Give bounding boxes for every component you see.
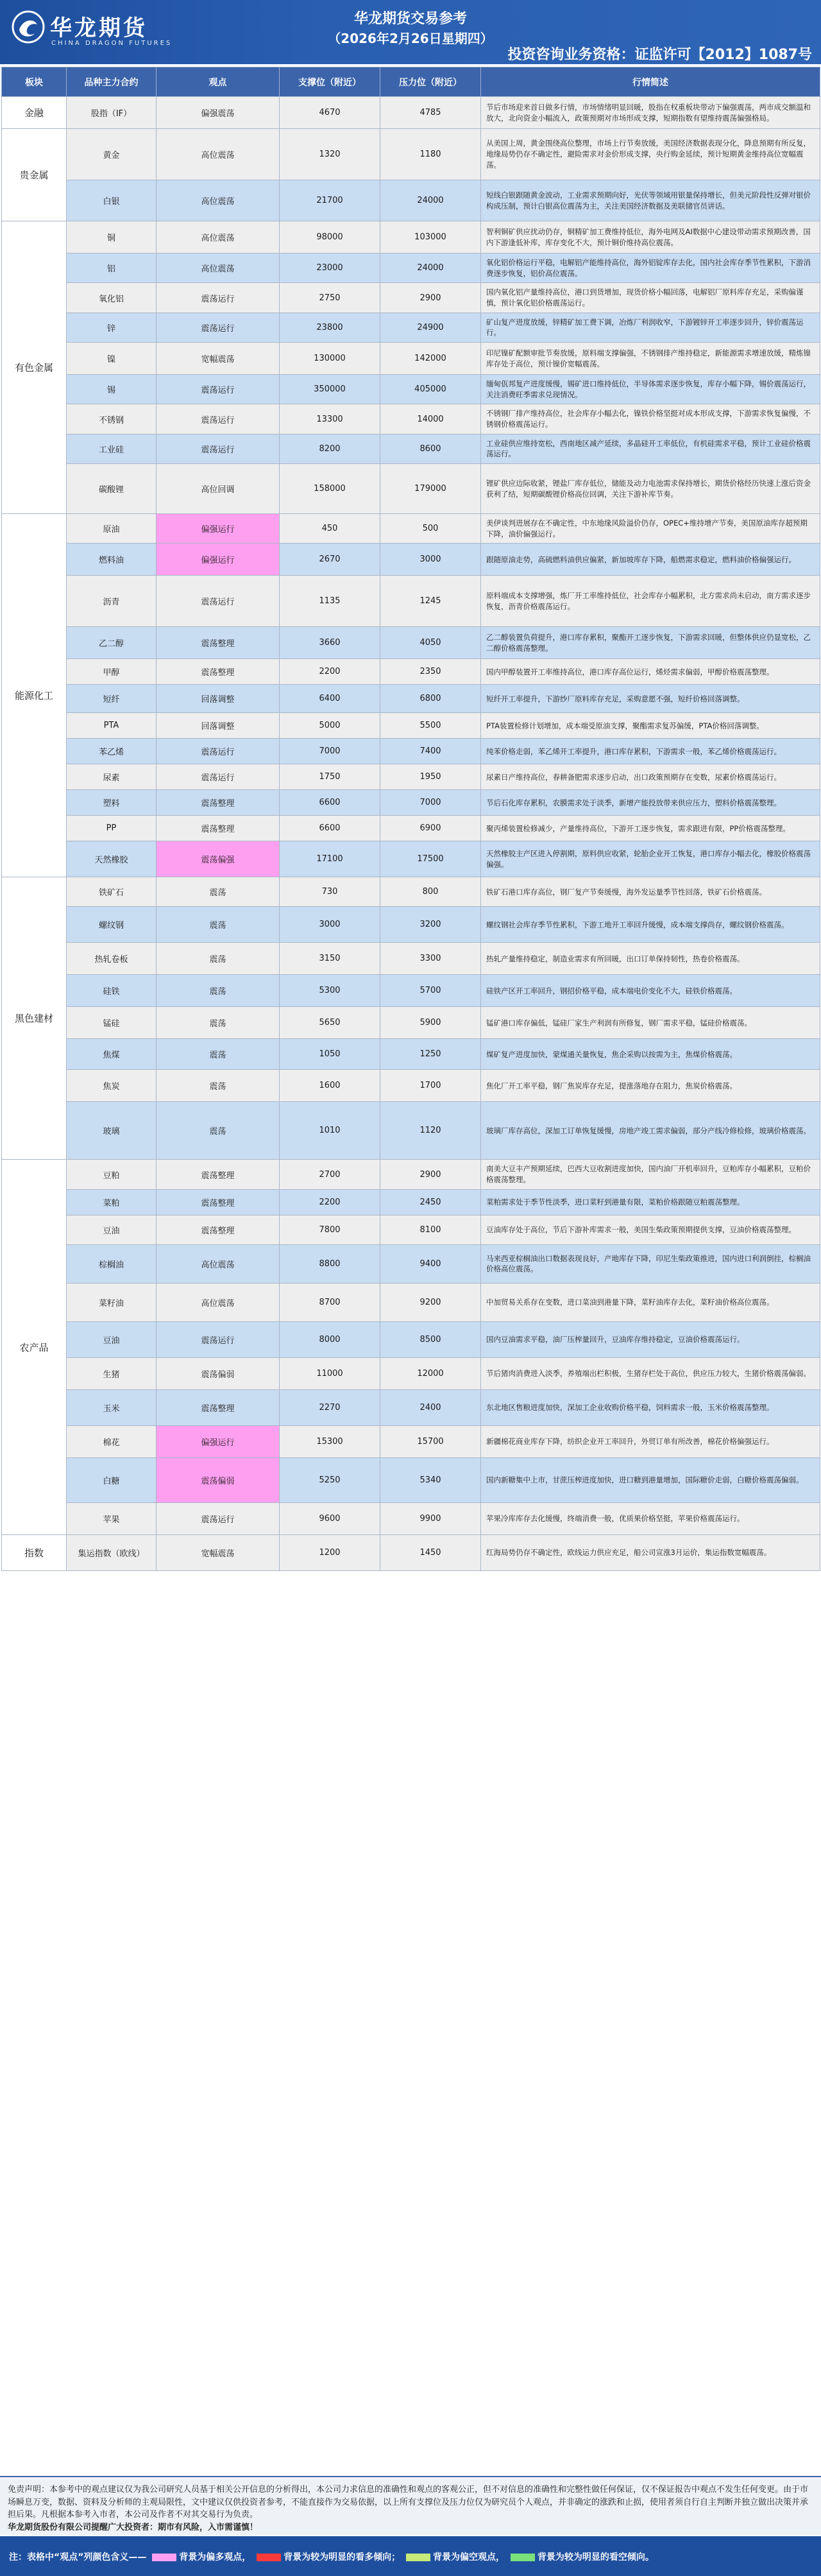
resistance-cell: 1250 [380, 1039, 481, 1070]
contract-cell: 甲醇 [67, 659, 157, 685]
resistance-cell: 103000 [380, 221, 481, 253]
view-cell: 高位震荡 [157, 1283, 280, 1321]
summary-cell: PTA装置检修计划增加，成本端受原油支撑，聚酯需求复苏偏缓，PTA价格回落调整。 [481, 713, 820, 739]
legend-swatch-dark-green [511, 2554, 535, 2561]
summary-cell: 氧化铝价格运行平稳，电解铝产能维持高位，海外铝锭库存去化，国内社会库存季节性累积，下游消费逐步恢复，铝价高位震荡。 [481, 253, 820, 283]
table-row [2, 1502, 820, 1534]
contract-cell: 短纤 [67, 685, 157, 713]
view-cell: 偏强震荡 [157, 97, 280, 129]
table-row [2, 713, 820, 739]
resistance-cell: 14000 [380, 404, 481, 434]
view-cell: 震荡偏弱 [157, 1457, 280, 1502]
license-text: 投资咨询业务资格：证监许可【2012】1087号 [507, 47, 812, 63]
contract-cell: 焦炭 [67, 1070, 157, 1102]
view-cell: 震荡 [157, 1102, 280, 1160]
sector-cell: 金融 [2, 97, 67, 129]
support-cell: 1320 [280, 129, 380, 180]
report-header [0, 0, 821, 64]
support-cell: 8800 [280, 1244, 380, 1283]
col-header-summary: 行情简述 [481, 67, 820, 97]
disclaimer [0, 2476, 821, 2535]
resistance-cell: 500 [380, 514, 481, 544]
contract-cell: 原油 [67, 514, 157, 544]
table-row [2, 514, 820, 544]
summary-cell: 美伊谈判进展存在不确定性，中东地缘风险溢价仍存，OPEC+维持增产节奏，美国原油库存超预期下降，油价偏强运行。 [481, 514, 820, 544]
resistance-cell: 3200 [380, 907, 481, 943]
summary-cell: 螺纹钢社会库存季节性累积，下游工地开工率回升缓慢，成本端支撑尚存，螺纹钢价格震荡。 [481, 907, 820, 943]
contract-cell: 股指（IF） [67, 97, 157, 129]
summary-cell: 印尼镍矿配额审批节奏放缓，原料端支撑偏强，不锈钢排产维持稳定，新能源需求增速放缓，精炼镍库存处于高位，预计镍价宽幅震荡。 [481, 343, 820, 375]
summary-cell: 东北地区售粮进度加快，深加工企业收购价格平稳，饲料需求一般，玉米价格震荡整理。 [481, 1389, 820, 1425]
support-cell: 17100 [280, 841, 380, 877]
contract-cell: 工业硅 [67, 434, 157, 463]
view-cell: 震荡运行 [157, 739, 280, 764]
summary-cell: 苹果冷库库存去化缓慢，终端消费一般，优质果价格坚挺，苹果价格震荡运行。 [481, 1502, 820, 1534]
col-header-sector: 板块 [2, 67, 67, 97]
sector-cell: 贵金属 [2, 129, 67, 221]
resistance-cell: 2900 [380, 1160, 481, 1189]
support-cell: 1750 [280, 764, 380, 790]
contract-cell: 集运指数（欧线） [67, 1534, 157, 1570]
summary-cell: 乙二醇装置负荷提升，港口库存累积，聚酯开工逐步恢复，下游需求回暖，但整体供应仍显宽松，乙二醇价格震荡整理。 [481, 627, 820, 659]
resistance-cell: 2350 [380, 659, 481, 685]
table-row [2, 739, 820, 764]
contract-cell: 豆油 [67, 1321, 157, 1357]
legend-label-light-red: 背景为偏多观点， [179, 2552, 251, 2563]
legend-swatch-light-red [152, 2554, 176, 2561]
resistance-cell: 9200 [380, 1283, 481, 1321]
resistance-cell: 5700 [380, 975, 481, 1007]
resistance-cell: 1950 [380, 764, 481, 790]
contract-cell: 铝 [67, 253, 157, 283]
view-cell: 震荡 [157, 975, 280, 1007]
legend-swatch-light-green [406, 2554, 430, 2561]
support-cell: 8700 [280, 1283, 380, 1321]
contract-cell: 玉米 [67, 1389, 157, 1425]
col-header-resistance: 压力位（附近） [380, 67, 481, 97]
summary-cell: 不锈钢厂排产维持高位，社会库存小幅去化，镍铁价格坚挺对成本形成支撑，下游需求恢复偏慢，不锈钢价格震荡运行。 [481, 404, 820, 434]
contract-cell: 乙二醇 [67, 627, 157, 659]
legend-prefix: 注：表格中“观点”列颜色含义—— [9, 2552, 147, 2563]
view-cell: 震荡整理 [157, 1189, 280, 1215]
summary-cell: 天然橡胶主产区进入停割期，原料供应收紧，轮胎企业开工恢复，港口库存小幅去化，橡胶价格震荡偏强。 [481, 841, 820, 877]
contract-cell: 氧化铝 [67, 283, 157, 313]
contract-cell: 碳酸锂 [67, 464, 157, 514]
support-cell: 21700 [280, 180, 380, 221]
view-cell: 高位震荡 [157, 129, 280, 180]
contract-cell: 苯乙烯 [67, 739, 157, 764]
contract-cell: 玻璃 [67, 1102, 157, 1160]
resistance-cell: 24000 [380, 180, 481, 221]
contract-cell: 菜粕 [67, 1189, 157, 1215]
contract-cell: 焦煤 [67, 1039, 157, 1070]
resistance-cell: 800 [380, 877, 481, 907]
view-cell: 偏强运行 [157, 1425, 280, 1457]
support-cell: 6600 [280, 816, 380, 841]
view-cell: 震荡 [157, 1070, 280, 1102]
table-row [2, 975, 820, 1007]
support-cell: 3150 [280, 943, 380, 975]
contract-cell: PTA [67, 713, 157, 739]
view-cell: 震荡整理 [157, 790, 280, 816]
support-cell: 15300 [280, 1425, 380, 1457]
summary-cell: 锰矿港口库存偏低，锰硅厂家生产利润有所修复，钢厂需求平稳，锰硅价格震荡。 [481, 1007, 820, 1039]
contract-cell: 锡 [67, 375, 157, 404]
table-row [2, 1389, 820, 1425]
table-row [2, 1534, 820, 1570]
table-row [2, 685, 820, 713]
resistance-cell: 1700 [380, 1070, 481, 1102]
support-cell: 5650 [280, 1007, 380, 1039]
summary-cell: 国内甲醇装置开工率维持高位，港口库存高位运行，烯烃需求偏弱，甲醇价格震荡整理。 [481, 659, 820, 685]
contract-cell: 燃料油 [67, 544, 157, 576]
view-cell: 回落调整 [157, 685, 280, 713]
contract-cell: 尿素 [67, 764, 157, 790]
contract-cell: 白银 [67, 180, 157, 221]
summary-cell: 玻璃厂库存高位，深加工订单恢复缓慢，房地产竣工需求偏弱，部分产线冷修检修，玻璃价格震荡。 [481, 1102, 820, 1160]
view-cell: 震荡运行 [157, 1321, 280, 1357]
resistance-cell: 8500 [380, 1321, 481, 1357]
table-row [2, 1357, 820, 1389]
legend-label-dark-green: 背景为较为明显的看空倾向。 [537, 2552, 654, 2563]
support-cell: 6600 [280, 790, 380, 816]
support-cell: 2700 [280, 1160, 380, 1189]
resistance-cell: 9900 [380, 1502, 481, 1534]
summary-cell: 新疆棉花商业库存下降，纺织企业开工率回升，外贸订单有所改善，棉花价格偏强运行。 [481, 1425, 820, 1457]
table-row [2, 1244, 820, 1283]
support-cell: 1135 [280, 576, 380, 627]
table-row [2, 221, 820, 253]
table-row [2, 659, 820, 685]
contract-cell: 塑料 [67, 790, 157, 816]
view-cell: 震荡运行 [157, 434, 280, 463]
support-cell: 3660 [280, 627, 380, 659]
table-row [2, 877, 820, 907]
table-row [2, 790, 820, 816]
contract-cell: 铜 [67, 221, 157, 253]
support-cell: 13300 [280, 404, 380, 434]
view-cell: 震荡整理 [157, 659, 280, 685]
resistance-cell: 5900 [380, 1007, 481, 1039]
table-row [2, 544, 820, 576]
table-row [2, 375, 820, 404]
support-cell: 8200 [280, 434, 380, 463]
table-row [2, 1102, 820, 1160]
summary-cell: 豆油库存处于高位，节后下游补库需求一般，美国生柴政策预期提供支撑，豆油价格震荡整理。 [481, 1215, 820, 1244]
resistance-cell: 6800 [380, 685, 481, 713]
summary-cell: 节后市场迎来首日做多行情，市场情绪明显回暖，股指在权重板块带动下偏强震荡，两市成交额温和放大，北向资金小幅流入，政策预期对市场形成支撑，短期指数有望维持震荡偏强格局。 [481, 97, 820, 129]
support-cell: 98000 [280, 221, 380, 253]
support-cell: 730 [280, 877, 380, 907]
company-name: 华龙期货 [50, 15, 148, 41]
summary-cell: 焦化厂开工率平稳，钢厂焦炭库存充足，提涨落地存在阻力，焦炭价格震荡。 [481, 1070, 820, 1102]
view-cell: 宽幅震荡 [157, 1534, 280, 1570]
support-cell: 158000 [280, 464, 380, 514]
resistance-cell: 6900 [380, 816, 481, 841]
resistance-cell: 179000 [380, 464, 481, 514]
summary-cell: 马来西亚棕榈油出口数据表现良好，产地库存下降，印尼生柴政策推进，国内进口利润倒挂，棕榈油价格高位震荡。 [481, 1244, 820, 1283]
resistance-cell: 5340 [380, 1457, 481, 1502]
legend-label-light-green: 背景为偏空观点， [433, 2552, 505, 2563]
resistance-cell: 1120 [380, 1102, 481, 1160]
summary-cell: 原料端成本支撑增强，炼厂开工率维持低位，社会库存小幅累积，北方需求尚未启动，南方需求逐步恢复，沥青价格震荡运行。 [481, 576, 820, 627]
resistance-cell: 1450 [380, 1534, 481, 1570]
summary-cell: 节后猪肉消费进入淡季，养殖端出栏积极，生猪存栏处于高位，供应压力较大，生猪价格震荡偏弱。 [481, 1357, 820, 1389]
table-row [2, 1160, 820, 1189]
table-row [2, 1189, 820, 1215]
company-name-en: CHINA DRAGON FUTURES [51, 40, 173, 47]
summary-cell: 纯苯价格走弱，苯乙烯开工率提升，港口库存累积，下游需求一般，苯乙烯价格震荡运行。 [481, 739, 820, 764]
view-cell: 震荡运行 [157, 283, 280, 313]
resistance-cell: 8100 [380, 1215, 481, 1244]
view-cell: 震荡 [157, 907, 280, 943]
resistance-cell: 2450 [380, 1189, 481, 1215]
view-cell: 震荡偏强 [157, 841, 280, 877]
support-cell: 2750 [280, 283, 380, 313]
view-cell: 震荡 [157, 1007, 280, 1039]
contract-cell: 苹果 [67, 1502, 157, 1534]
contract-cell: 硅铁 [67, 975, 157, 1007]
resistance-cell: 3000 [380, 544, 481, 576]
resistance-cell: 3300 [380, 943, 481, 975]
table-row [2, 1425, 820, 1457]
summary-cell: 智利铜矿供应扰动仍存，铜精矿加工费维持低位，海外电网及AI数据中心建设带动需求预期改善，国内下游逢低补库，库存变化不大，预计铜价维持高位震荡。 [481, 221, 820, 253]
view-cell: 震荡 [157, 943, 280, 975]
support-cell: 3000 [280, 907, 380, 943]
resistance-cell: 15700 [380, 1425, 481, 1457]
view-cell: 偏强运行 [157, 514, 280, 544]
resistance-cell: 7000 [380, 790, 481, 816]
support-cell: 7800 [280, 1215, 380, 1244]
contract-cell: 棕榈油 [67, 1244, 157, 1283]
summary-cell: 节后石化库存累积，农膜需求处于淡季，新增产能投放带来供应压力，塑料价格震荡整理。 [481, 790, 820, 816]
summary-cell: 跟随原油走势，高硫燃料油供应偏紧，新加坡库存下降，船燃需求稳定，燃料油价格偏强运行。 [481, 544, 820, 576]
contract-cell: 沥青 [67, 576, 157, 627]
summary-cell: 国内新糖集中上市，甘蔗压榨进度加快，进口糖到港量增加，国际糖价走弱，白糖价格震荡偏弱。 [481, 1457, 820, 1502]
contract-cell: 热轧卷板 [67, 943, 157, 975]
summary-cell: 锂矿供应边际收紧，锂盐厂库存低位，储能及动力电池需求保持增长，期货价格经历快速上涨后资金获利了结，短期碳酸锂价格高位回调，关注下游补库节奏。 [481, 464, 820, 514]
summary-cell: 铁矿石港口库存高位，钢厂复产节奏缓慢，海外发运量季节性回落，铁矿石价格震荡。 [481, 877, 820, 907]
table-row [2, 816, 820, 841]
table-row [2, 576, 820, 627]
table-row [2, 627, 820, 659]
support-cell: 23000 [280, 253, 380, 283]
table-row [2, 1457, 820, 1502]
resistance-cell: 4785 [380, 97, 481, 129]
contract-cell: 棉花 [67, 1425, 157, 1457]
summary-cell: 煤矿复产进度加快，蒙煤通关量恢复，焦企采购以按需为主，焦煤价格震荡。 [481, 1039, 820, 1070]
support-cell: 9600 [280, 1502, 380, 1534]
support-cell: 2200 [280, 1189, 380, 1215]
support-cell: 1050 [280, 1039, 380, 1070]
resistance-cell: 1180 [380, 129, 481, 180]
table-row [2, 434, 820, 463]
color-legend [0, 2536, 821, 2576]
table-row [2, 253, 820, 283]
table-row [2, 343, 820, 375]
summary-cell: 中加贸易关系存在变数，进口菜油到港量下降，菜籽油库存去化，菜籽油价格高位震荡。 [481, 1283, 820, 1321]
resistance-cell: 405000 [380, 375, 481, 404]
view-cell: 震荡整理 [157, 1215, 280, 1244]
support-cell: 7000 [280, 739, 380, 764]
support-cell: 6400 [280, 685, 380, 713]
risk-notice: 华龙期货股份有限公司提醒广大投资者：期市有风险，入市需谨慎！ [8, 2522, 258, 2532]
table-header-row [2, 67, 820, 97]
summary-cell: 南美大豆丰产预期延续，巴西大豆收割进度加快，国内油厂开机率回升，豆粕库存小幅累积，豆粕价格震荡整理。 [481, 1160, 820, 1189]
table-row [2, 841, 820, 877]
summary-cell: 红海局势仍存不确定性，欧线运力供应充足，船公司宣涨3月运价，集运指数宽幅震荡。 [481, 1534, 820, 1570]
support-cell: 2270 [280, 1389, 380, 1425]
resistance-cell: 12000 [380, 1357, 481, 1389]
support-cell: 4670 [280, 97, 380, 129]
resistance-cell: 4050 [380, 627, 481, 659]
view-cell: 偏强运行 [157, 544, 280, 576]
view-cell: 高位震荡 [157, 180, 280, 221]
summary-cell: 短纤开工率提升，下游纱厂原料库存充足，采购意愿不强，短纤价格回落调整。 [481, 685, 820, 713]
table-row [2, 1283, 820, 1321]
support-cell: 130000 [280, 343, 380, 375]
contract-cell: 天然橡胶 [67, 841, 157, 877]
summary-cell: 短线白银跟随黄金波动，工业需求预期向好，光伏等领域用银量保持增长，但美元阶段性反弹对银价构成压制，预计白银高位震荡为主，关注美国经济数据及美联储官员讲话。 [481, 180, 820, 221]
page-date: （2026年2月26日星期四） [328, 31, 493, 46]
support-cell: 450 [280, 514, 380, 544]
summary-cell: 缅甸佤邦复产进度缓慢，锡矿进口维持低位，半导体需求逐步恢复，库存小幅下降，锡价震荡运行，关注消费旺季需求兑现情况。 [481, 375, 820, 404]
summary-cell: 国内氧化铝产量维持高位，港口到货增加，现货价格小幅回落，电解铝厂原料库存充足，采购偏谨慎，预计氧化铝价格震荡运行。 [481, 283, 820, 313]
view-cell: 震荡运行 [157, 404, 280, 434]
summary-cell: 硅铁产区开工率回升，钢招价格平稳，成本端电价变化不大，硅铁价格震荡。 [481, 975, 820, 1007]
summary-cell: 工业硅供应维持宽松，西南地区减产延续，多晶硅开工率低位，有机硅需求平稳，预计工业硅价格震荡运行。 [481, 434, 820, 463]
table-row [2, 1215, 820, 1244]
view-cell: 震荡运行 [157, 375, 280, 404]
contract-cell: 锰硅 [67, 1007, 157, 1039]
table-row [2, 404, 820, 434]
support-cell: 8000 [280, 1321, 380, 1357]
view-cell: 高位震荡 [157, 253, 280, 283]
support-cell: 5250 [280, 1457, 380, 1502]
support-cell: 2670 [280, 544, 380, 576]
support-cell: 1010 [280, 1102, 380, 1160]
contract-cell: 菜籽油 [67, 1283, 157, 1321]
view-cell: 震荡整理 [157, 627, 280, 659]
view-cell: 高位震荡 [157, 1244, 280, 1283]
sector-cell: 农产品 [2, 1160, 67, 1534]
table-row [2, 764, 820, 790]
trading-reference-table [1, 67, 820, 1571]
support-cell: 23800 [280, 313, 380, 342]
resistance-cell: 17500 [380, 841, 481, 877]
view-cell: 震荡 [157, 877, 280, 907]
view-cell: 震荡运行 [157, 1502, 280, 1534]
table-row [2, 180, 820, 221]
resistance-cell: 2400 [380, 1389, 481, 1425]
view-cell: 高位回调 [157, 464, 280, 514]
resistance-cell: 24000 [380, 253, 481, 283]
view-cell: 震荡 [157, 1039, 280, 1070]
summary-cell: 尿素日产维持高位，春耕备肥需求逐步启动，出口政策预期存在变数，尿素价格震荡运行。 [481, 764, 820, 790]
contract-cell: 白糖 [67, 1457, 157, 1502]
contract-cell: 豆粕 [67, 1160, 157, 1189]
resistance-cell: 7400 [380, 739, 481, 764]
table-row [2, 907, 820, 943]
summary-cell: 从美国上周，黄金围绕高位整理，市场上行节奏放缓，美国经济数据表现分化，降息预期有所反复，地缘局势仍存不确定性，避险需求对金价形成支撑，央行购金延续，预计短期黄金维持高位宽幅震荡。 [481, 129, 820, 180]
support-cell: 5000 [280, 713, 380, 739]
sector-cell: 黑色建材 [2, 877, 67, 1160]
table-row [2, 97, 820, 129]
contract-cell: 生猪 [67, 1357, 157, 1389]
support-cell: 2200 [280, 659, 380, 685]
table-row [2, 464, 820, 514]
contract-cell: 黄金 [67, 129, 157, 180]
resistance-cell: 5500 [380, 713, 481, 739]
contract-cell: 豆油 [67, 1215, 157, 1244]
view-cell: 震荡运行 [157, 576, 280, 627]
table-row [2, 1321, 820, 1357]
view-cell: 回落调整 [157, 713, 280, 739]
summary-cell: 菜粕需求处于季节性淡季，进口菜籽到港量有限，菜粕价格跟随豆粕震荡整理。 [481, 1189, 820, 1215]
support-cell: 5300 [280, 975, 380, 1007]
summary-cell: 热轧产量维持稳定，制造业需求有所回暖，出口订单保持韧性，热卷价格震荡。 [481, 943, 820, 975]
contract-cell: 锌 [67, 313, 157, 342]
view-cell: 震荡运行 [157, 313, 280, 342]
resistance-cell: 2900 [380, 283, 481, 313]
table-row [2, 313, 820, 342]
legend-label-dark-red: 背景为较为明显的看多倾向； [284, 2552, 401, 2563]
summary-cell: 聚丙烯装置检修减少，产量维持高位，下游开工逐步恢复，需求跟进有限，PP价格震荡整理。 [481, 816, 820, 841]
col-header-contract: 品种主力合约 [67, 67, 157, 97]
table-row [2, 129, 820, 180]
contract-cell: 铁矿石 [67, 877, 157, 907]
table-row [2, 283, 820, 313]
resistance-cell: 24900 [380, 313, 481, 342]
view-cell: 震荡运行 [157, 764, 280, 790]
view-cell: 高位震荡 [157, 221, 280, 253]
resistance-cell: 8600 [380, 434, 481, 463]
col-header-support: 支撑位（附近） [280, 67, 380, 97]
view-cell: 震荡整理 [157, 816, 280, 841]
sector-cell: 能源化工 [2, 514, 67, 877]
table-row [2, 943, 820, 975]
support-cell: 350000 [280, 375, 380, 404]
support-cell: 11000 [280, 1357, 380, 1389]
resistance-cell: 1245 [380, 576, 481, 627]
table-row [2, 1070, 820, 1102]
resistance-cell: 142000 [380, 343, 481, 375]
view-cell: 宽幅震荡 [157, 343, 280, 375]
sector-cell: 指数 [2, 1534, 67, 1570]
support-cell: 1600 [280, 1070, 380, 1102]
contract-cell: PP [67, 816, 157, 841]
summary-cell: 国内豆油需求平稳，油厂压榨量回升，豆油库存维持稳定，豆油价格震荡运行。 [481, 1321, 820, 1357]
contract-cell: 镍 [67, 343, 157, 375]
support-cell: 1200 [280, 1534, 380, 1570]
table-row [2, 1039, 820, 1070]
view-cell: 震荡偏弱 [157, 1357, 280, 1389]
summary-cell: 矿山复产进度放缓，锌精矿加工费下调，冶炼厂利润收窄，下游镀锌开工率逐步回升，锌价震荡运行。 [481, 313, 820, 342]
view-cell: 震荡整理 [157, 1160, 280, 1189]
disclaimer-text: 免责声明：本参考中的观点建议仅为我公司研究人员基于相关公开信息的分析得出，本公司力求信息的准确性和观点的客观公正，但不对信息的准确性和完整性做任何保证，仅不保证报告中观点不发生任何变更。由于市场瞬息万变，数据、资料及分析师的主观局限性，文中建议仅供投资者参考，不能直接作为交易依据，以上所有支撑位及压力位仅为研究员个人观点，并非确定的涨跌和止损，使用者须自行自主判断并独立做出决策并承担后果。凡根据本参考入市者，本公司及作者不对其交易行为负责。 [8, 2485, 809, 2520]
legend-swatch-dark-red [257, 2554, 281, 2561]
contract-cell: 螺纹钢 [67, 907, 157, 943]
page-title: 华龙期货交易参考 [353, 11, 467, 27]
view-cell: 震荡整理 [157, 1389, 280, 1425]
sector-cell: 有色金属 [2, 221, 67, 514]
contract-cell: 不锈钢 [67, 404, 157, 434]
col-header-view: 观点 [157, 67, 280, 97]
table-row [2, 1007, 820, 1039]
resistance-cell: 9400 [380, 1244, 481, 1283]
